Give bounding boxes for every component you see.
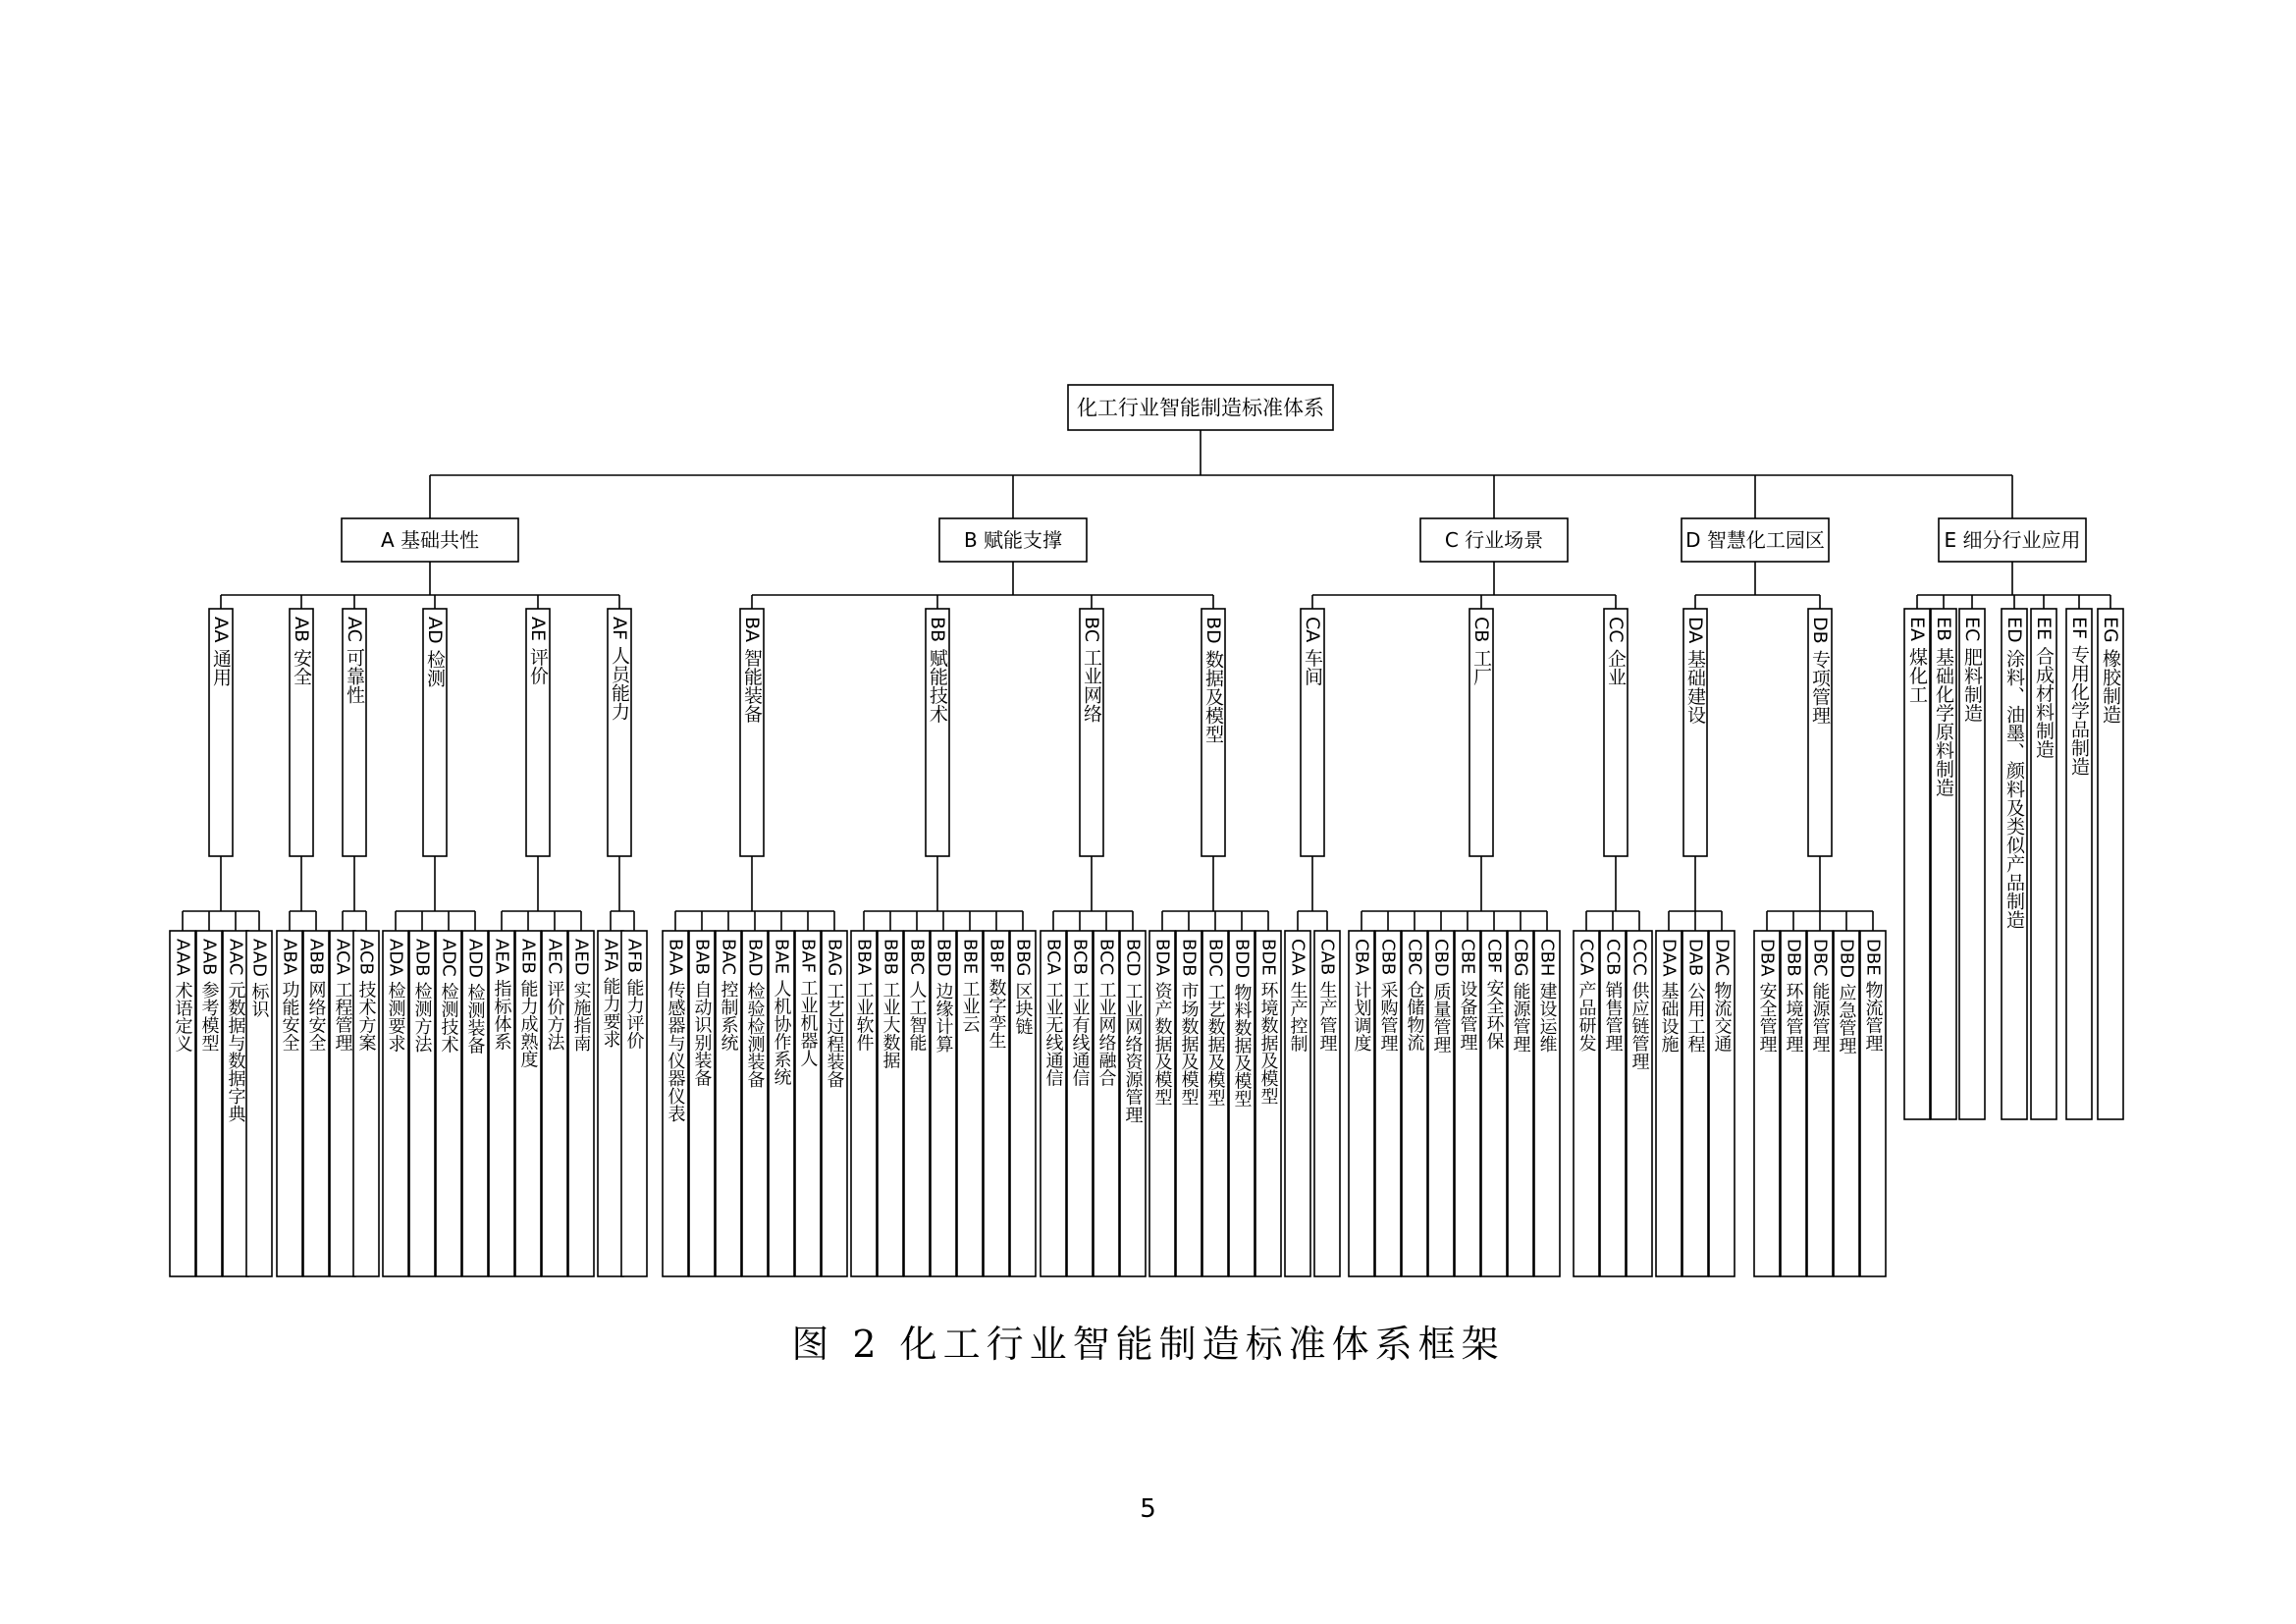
leaf-DAC-label: DAC 物流交通 [1711,939,1733,1053]
leaf-BAF [795,931,821,1276]
leaf-BAE [769,931,794,1276]
node-EG [2098,609,2123,1119]
leaf-ABB-label: ABB 网络安全 [305,939,327,1052]
leaf-CAB [1314,931,1340,1276]
node-CB-label: CB 工厂 [1470,617,1492,686]
leaf-BCD-label: BCD 工业网络资源管理 [1122,939,1144,1124]
leaf-DAC [1709,931,1735,1276]
leaf-ADD-label: ADD 检测装备 [464,939,486,1055]
leaf-BAB-label: BAB 自动识别装备 [691,939,713,1087]
leaf-BCA-label: BCA 工业无线通信 [1042,939,1064,1087]
node-AC [343,609,366,856]
leaf-CBG-label: CBG 能源管理 [1510,939,1531,1054]
node-BC [1080,609,1103,856]
leaf-AEA [489,931,514,1276]
leaf-BDB-label: BDB 市场数据及模型 [1178,939,1200,1107]
leaf-CAA-label: CAA 生产控制 [1287,939,1308,1053]
leaf-CBD [1428,931,1454,1276]
leaf-BAG [822,931,847,1276]
leaf-CBB [1375,931,1401,1276]
node-EC-label: EC 肥料制造 [1961,617,1983,723]
leaf-AAB-label: AAB 参考模型 [198,939,220,1053]
leaf-BAA [663,931,688,1276]
node-BB [926,609,949,856]
node-EB-label: EB 基础化学原料制造 [1933,617,1954,797]
category-D [1682,518,1829,562]
leaf-CCB-label: CCB 销售管理 [1602,939,1624,1053]
leaf-CBE [1455,931,1480,1276]
leaf-BAE-label: BAE 人机协作系统 [771,939,792,1086]
leaf-AAA [170,931,195,1276]
leaf-DAA-label: DAA 基础设施 [1658,939,1680,1054]
leaf-DBC [1807,931,1833,1276]
node-EA [1904,609,1930,1119]
node-AA [209,609,233,856]
leaf-CAB-label: CAB 生产管理 [1316,939,1338,1052]
node-CC [1604,609,1628,856]
leaf-ADB [409,931,435,1276]
node-BC-label: BC 工业网络 [1081,617,1102,724]
leaf-AFA [598,931,623,1276]
leaf-CBA [1349,931,1374,1276]
leaf-ACB-label: ACB 技术方案 [355,939,377,1052]
leaf-BDC-label: BDC 工艺数据及模型 [1204,939,1226,1107]
node-BB-label: BB 赋能技术 [927,617,948,724]
leaf-AAC-label: AAC 元数据与数据字典 [225,939,246,1123]
leaf-ADD [462,931,488,1276]
node-AB [290,609,313,856]
leaf-BAC [716,931,741,1276]
leaf-CCC [1627,931,1652,1276]
node-CA-label: CA 车间 [1302,617,1323,686]
node-BD-label: BD 数据及模型 [1202,617,1224,743]
leaf-BDD [1229,931,1255,1276]
category-B [939,518,1087,562]
node-EC [1959,609,1985,1119]
leaf-ACA [330,931,355,1276]
leaf-ADC [436,931,461,1276]
leaf-BBF [984,931,1009,1276]
leaf-CAA [1285,931,1310,1276]
leaf-ADA-label: ADA 检测要求 [385,939,406,1053]
leaf-DBA-label: DBA 安全管理 [1756,939,1778,1054]
category-A-label: A 基础共性 [380,528,480,553]
leaf-BAB [689,931,715,1276]
node-AE [526,609,550,856]
node-EA-label: EA 煤化工 [1906,617,1928,704]
leaf-DBD-label: DBD 应急管理 [1836,939,1857,1055]
leaf-ABA [277,931,302,1276]
page-number: 5 [1140,1494,1156,1524]
node-EF [2066,609,2092,1119]
leaf-AED [568,931,594,1276]
leaf-AEC-label: AEC 评价方法 [544,939,565,1051]
node-DA [1683,609,1707,856]
leaf-CBA-label: CBA 计划调度 [1351,939,1372,1052]
leaf-ABA-label: ABA 功能安全 [279,939,300,1052]
leaf-BBD [931,931,956,1276]
node-EB [1931,609,1956,1119]
leaf-DBE-label: DBE 物流管理 [1862,939,1884,1053]
leaf-BCA [1041,931,1066,1276]
figure-caption: 图 2 化工行业智能制造标准体系框架 [791,1323,1505,1366]
leaf-AAB [196,931,222,1276]
leaf-BBG-label: BBG 区块链 [1012,939,1034,1036]
leaf-ADA [383,931,408,1276]
leaf-CBH-label: CBH 建设运维 [1536,939,1558,1054]
leaf-DBA [1754,931,1780,1276]
leaf-CBD-label: CBD 质量管理 [1430,939,1452,1054]
leaf-ADB-label: ADB 检测方法 [411,939,433,1054]
category-E-label: E 细分行业应用 [1944,528,2081,553]
leaf-BAD [742,931,768,1276]
leaf-CBF [1481,931,1507,1276]
leaf-BBE-label: BBE 工业云 [959,939,981,1033]
leaf-AFB-label: AFB 能力评价 [623,939,645,1050]
root-node [1068,385,1333,430]
node-BA [740,609,764,856]
leaf-BDA-label: BDA 资产数据及模型 [1151,939,1173,1106]
leaf-BDE-label: BDE 环境数据及模型 [1257,939,1279,1106]
node-BD [1201,609,1225,856]
leaf-AEC [542,931,567,1276]
leaf-CBH [1534,931,1560,1276]
node-AF-label: AF 人员能力 [609,617,630,721]
node-EG-label: EG 橡胶制造 [2100,617,2121,724]
leaf-BCB [1067,931,1093,1276]
leaf-BBA [851,931,877,1276]
leaf-BAD-label: BAD 检验检测装备 [744,939,766,1089]
leaf-CBG [1508,931,1533,1276]
leaf-BDA [1149,931,1175,1276]
node-DA-label: DA 基础建设 [1684,617,1706,725]
node-DB-label: DB 专项管理 [1809,617,1831,725]
node-AF [608,609,631,856]
leaf-BBB-label: BBB 工业大数据 [880,939,901,1069]
leaf-AAA-label: AAA 术语定义 [172,939,193,1053]
leaf-ABB [303,931,329,1276]
category-C-label: C 行业场景 [1444,528,1544,553]
node-EE [2031,609,2056,1119]
leaf-CCA [1574,931,1599,1276]
category-A [342,518,518,562]
leaf-DAA [1656,931,1682,1276]
leaf-BAA-label: BAA 传感器与仪器仪表 [665,939,686,1123]
category-B-label: B 赋能支撑 [963,528,1063,553]
node-AD [423,609,447,856]
leaf-BBF-label: BBF 数字孪生 [986,939,1007,1050]
leaf-BCB-label: BCB 工业有线通信 [1069,939,1091,1087]
root-node-label: 化工行业智能制造标准体系 [1077,396,1324,420]
leaf-BBA-label: BBA 工业软件 [853,939,875,1052]
leaf-BAF-label: BAF 工业机器人 [797,939,819,1067]
leaf-CBC [1402,931,1427,1276]
leaf-BCD [1120,931,1146,1276]
node-EF-label: EF 专用化学品制造 [2068,617,2090,776]
node-AE-label: AE 评价 [527,617,549,685]
leaf-BDD-label: BDD 物料数据及模型 [1231,939,1253,1108]
node-AB-label: AB 安全 [291,617,312,686]
leaf-DAB-label: DAB 公用工程 [1684,939,1706,1053]
leaf-BDB [1176,931,1201,1276]
leaf-CCB [1600,931,1626,1276]
leaf-DAB [1682,931,1708,1276]
leaf-AAC [223,931,248,1276]
leaf-AEA-label: AEA 指标体系 [491,939,512,1051]
node-CB [1469,609,1493,856]
leaf-DBB-label: DBB 环境管理 [1783,939,1804,1054]
leaf-ADC-label: ADC 检测技术 [438,939,459,1054]
node-ED [2002,609,2027,1119]
leaf-DBE [1860,931,1886,1276]
node-ED-label: ED 涂料、油墨、颜料及类似产品制造 [2003,617,2025,929]
node-AA-label: AA 通用 [210,617,232,686]
leaf-CBB-label: CBB 采购管理 [1377,939,1399,1052]
category-E [1939,518,2086,562]
leaf-ACA-label: ACA 工程管理 [332,939,353,1052]
leaf-BBD-label: BBD 边缘计算 [933,939,954,1054]
node-EE-label: EE 合成材料制造 [2033,617,2055,759]
leaf-BBC [904,931,930,1276]
leaf-BDE [1255,931,1281,1276]
node-DB [1808,609,1832,856]
node-BA-label: BA 智能装备 [741,617,763,724]
leaf-CBF-label: CBF 安全环保 [1483,939,1505,1050]
node-CC-label: CC 企业 [1605,617,1627,686]
leaf-AED-label: AED 实施指南 [570,939,592,1053]
leaf-DBC-label: DBC 能源管理 [1809,939,1831,1054]
leaf-CCA-label: CCA 产品研发 [1575,939,1597,1053]
leaf-AFA-label: AFA 能力要求 [600,939,621,1049]
node-CA [1301,609,1324,856]
leaf-AEB [515,931,541,1276]
leaf-DBB [1781,931,1806,1276]
leaf-AEB-label: AEB 能力成熟度 [517,939,539,1068]
leaf-DBD [1834,931,1859,1276]
leaf-BBB [878,931,903,1276]
leaf-AAD [246,931,272,1276]
category-D-label: D 智慧化工园区 [1685,528,1825,553]
leaf-BCC [1094,931,1119,1276]
leaf-AAD-label: AAD 标识 [248,939,270,1018]
leaf-CBC-label: CBC 仓储物流 [1404,939,1425,1052]
leaf-BBE [957,931,983,1276]
leaf-BBG [1010,931,1036,1276]
node-AD-label: AD 检测 [424,617,446,687]
leaf-BDC [1202,931,1228,1276]
node-AC-label: AC 可靠性 [344,617,365,704]
leaf-BBC-label: BBC 人工智能 [906,939,928,1052]
leaf-CCC-label: CCC 供应链管理 [1629,939,1650,1070]
leaf-BCC-label: BCC 工业网络融合 [1095,939,1117,1087]
leaf-BAC-label: BAC 控制系统 [718,939,739,1052]
leaf-ACB [353,931,379,1276]
category-C [1420,518,1568,562]
leaf-CBE-label: CBE 设备管理 [1457,939,1478,1052]
leaf-BAG-label: BAG 工艺过程装备 [824,939,845,1089]
leaf-AFB [621,931,647,1276]
